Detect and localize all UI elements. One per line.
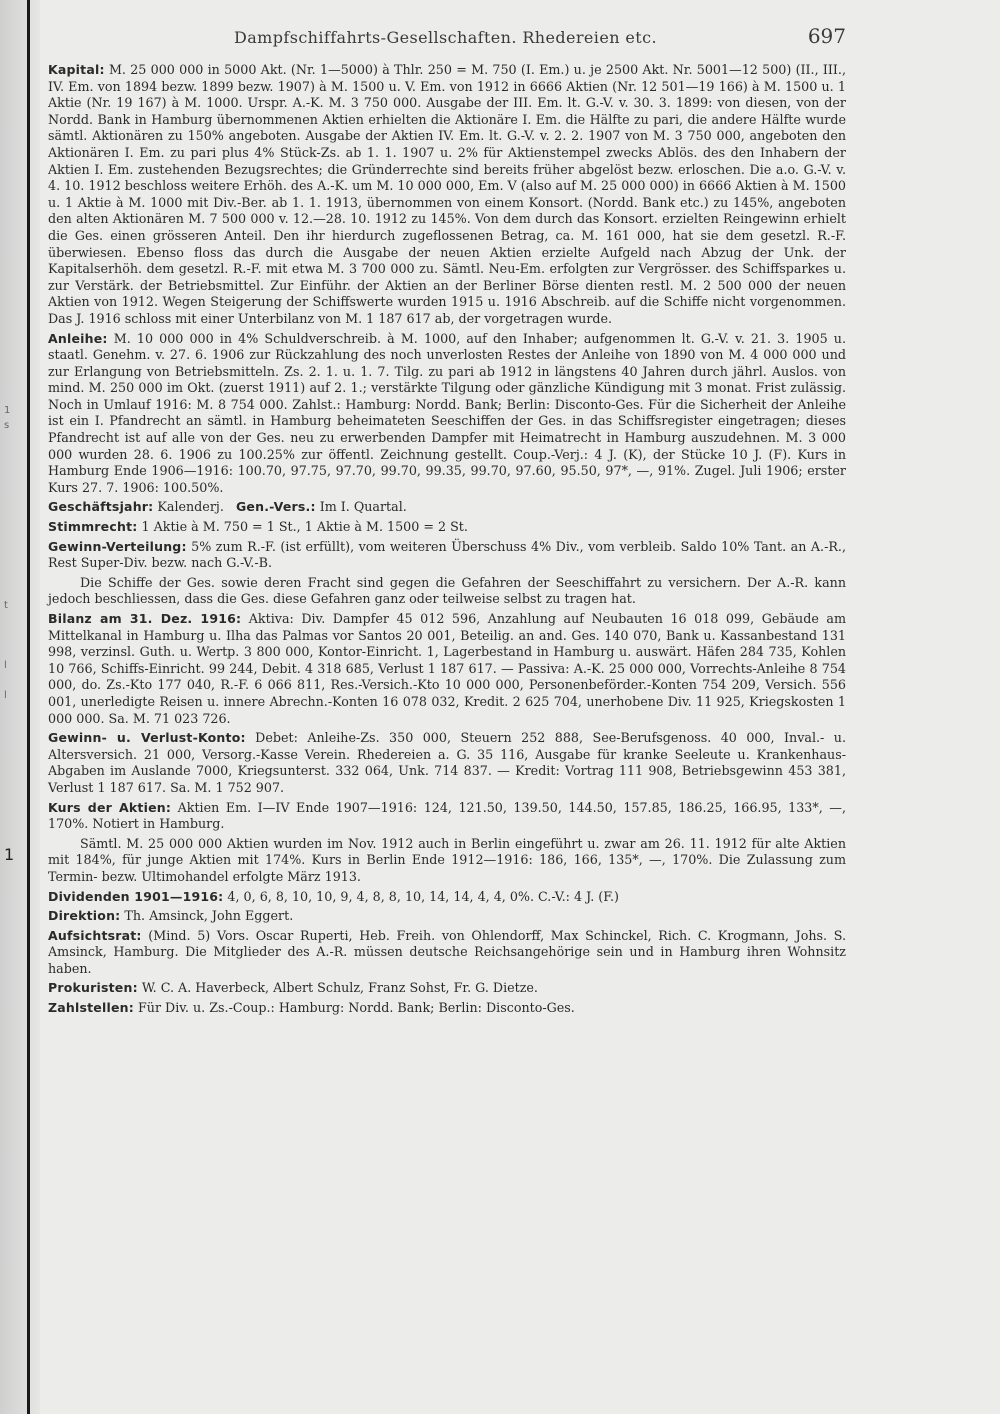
section-kurs-berlin <box>48 836 846 886</box>
section-text: M. 10 000 000 in 4% Schuldverschreib. à M. 1000, auf den Inhaber; aufgenommen lt. G.-V. v. 21. 3. 1905 u. staatl. Genehm. v. 27. 6. 1906 zur Rückzahlung des noch unverlosten Restes der Anleihe von 1890 von M. 4 000 000 und zur Erlangung von Betriebsmitteln. Zs. 2. 1. u. 1. 7. Tilg. zu pari ab 1912 in längstens 40 Jahren durch jährl. Auslos. von mind. M. 250 000 im Okt. (zuerst 1911) auf 2. 1.; verstärkte Tilgung oder gänzliche Kündigung mit 3 monat. Frist zulässig. Noch in Umlauf 1916: M. 8 754 000. Zahlst.: Hamburg: Nordd. Bank; Berlin: Disconto-Ges. Für die Sicherheit der Anleihe ist ein I. Pfandrecht an sämtl. in Hamburg beheimateten Seeschiffen der Ges. in das Schiffsregister eingetragen; dieses Pfandrecht ist auf alle von der Ges. neu zu erwerbenden Dampfer mit Heimatrecht in Hamburg auszudehnen. M. 3 000 000 wurden 28. 6. 1906 zu 100.25% zur öffentl. Zeichnung gestellt. Coup.-Verj.: 4 J. (K), der Stücke 10 J. (F). Kurs in Hamburg Ende 1906—1916: 100.70, 97.75, 97.70, 99.70, 99.35, 99.70, 97.60, 95.50, 97*, —, 91%. Zugel. Juli 1906; erster Kurs 27. 7. 1906: 100.50%. <box>48 330 846 495</box>
margin-mark: 1 <box>4 405 11 416</box>
section-text-gen-vers: Im I. Quartal. <box>319 499 407 515</box>
section-anleihe <box>48 331 846 497</box>
running-title: Dampfschiffahrts-Gesellschaften. Rhedereien etc. <box>234 28 657 47</box>
section-text: Die Schiffe der Ges. sowie deren Fracht sind gegen die Gefahren der Seeschiffahrt zu versichern. Der A.-R. kann jedoch beschliessen, dass die Ges. diese Gefahren ganz oder teilweise selbst zu tragen hat. <box>48 574 846 607</box>
section-text: Aktien Em. I—IV Ende 1907—1916: 124, 121.50, 139.50, 144.50, 157.85, 186.25, 166.95, 133*, —, 170%. Notiert in Hamburg. <box>48 799 846 832</box>
section-gewinn-verlust-konto <box>48 730 846 796</box>
section-bilanz <box>48 611 846 727</box>
section-text: Kalenderj. <box>157 499 224 515</box>
section-dividenden <box>48 889 846 906</box>
section-label: Geschäftsjahr: <box>48 499 154 515</box>
section-gewinn-verteilung <box>48 539 846 572</box>
margin-mark: t <box>4 600 8 611</box>
section-text: W. C. A. Haverbeck, Albert Schulz, Franz Sohst, Fr. G. Dietze. <box>141 980 538 996</box>
section-text: 1 Aktie à M. 750 = 1 St., 1 Aktie à M. 1500 = 2 St. <box>141 519 468 535</box>
section-text: 4, 0, 6, 8, 10, 10, 9, 4, 8, 8, 10, 14, 14, 4, 4, 0%. C.-V.: 4 J. (F.) <box>227 888 620 904</box>
section-label-gen-vers: Gen.-Vers.: <box>235 499 316 515</box>
scan-margin-rule <box>27 0 30 1414</box>
section-label: Anleihe: <box>48 330 108 346</box>
margin-mark: l <box>4 660 7 671</box>
page-header <box>48 22 846 62</box>
section-kapital <box>48 62 846 328</box>
section-text: Debet: Anleihe-Zs. 350 000, Steuern 252 888, See-Berufsgenoss. 40 000, Inval.- u. Altersversich. 21 000, Versorg.-Kasse Verein. Rhedereien a. G. 35 116, Ausgabe für kranke Seeleute u. Krankenhaus-Abgaben im Auslande 7000, Kriegsunterst. 332 064, Unk. 714 837. — Kredit: Vortrag 111 908, Betriebsgewinn 453 381, Verlust 1 187 617. Sa. M. 1 752 907. <box>48 730 846 795</box>
section-label: Zahlstellen: <box>48 1000 134 1016</box>
section-label: Bilanz am 31. Dez. 1916: <box>48 611 242 626</box>
section-text: Für Div. u. Zs.-Coup.: Hamburg: Nordd. Bank; Berlin: Disconto-Ges. <box>137 1000 575 1016</box>
section-label: Direktion: <box>48 908 121 924</box>
section-direktion <box>48 908 846 925</box>
margin-mark: 1 <box>4 845 15 864</box>
section-text: Th. Amsinck, John Eggert. <box>124 908 294 924</box>
section-label: Dividenden 1901—1916: <box>48 888 224 904</box>
page-number: 697 <box>807 24 846 48</box>
section-label: Aufsichtsrat: <box>48 927 142 943</box>
section-label: Kapital: <box>48 62 105 77</box>
scan-left-margin <box>0 0 40 1414</box>
section-label: Gewinn-Verteilung: <box>48 538 187 554</box>
section-label: Gewinn- u. Verlust-Konto: <box>48 730 246 746</box>
section-label: Stimmrecht: <box>48 519 138 535</box>
section-geschaeftsjahr <box>48 499 846 516</box>
section-kurs-der-aktien <box>48 800 846 833</box>
section-text: (Mind. 5) Vors. Oscar Ruperti, Heb. Freih. von Ohlendorff, Max Schinckel, Rich. C. Krogmann, Johs. S. Amsinck, Hamburg. Die Mitglieder des A.-R. müssen deutsche Reichsangehörige sein und in Hamburg ihren Wohnsitz haben. <box>48 927 846 976</box>
section-text: Aktiva: Div. Dampfer 45 012 596, Anzahlung auf Neubauten 16 018 099, Gebäude am Mittelkanal in Hamburg u. Ilha das Palmas vor Santos 20 001, Beteilig. an and. Ges. 140 070, Bank u. Kassanbestand 131 998, verzinsl. Guth. u. Wertp. 3 800 000, Kontor-Einricht. 1, Lagerbestand in Hamburg u. auswärt. Häfen 284 735, Kohlen 10 766, Schiffs-Einricht. 99 244, Debit. 4 318 685, Verlust 1 187 617. — Passiva: A.-K. 25 000 000, Vorrechts-Anleihe 8 754 000, do. Zs.-Kto 177 040, R.-F. 6 066 811, Res.-Versich.-Kto 10 000 000, Personenbeförder.-Konten 754 209, Versich. 556 001, unerledigte Reisen u. innere Abrechn.-Konten 16 078 032, Kredit. 2 625 704, unerhobene Div. 11 925, Kriegskosten 1 000 000. Sa. M. 71 023 726. <box>48 611 846 726</box>
section-text: 5% zum R.-F. (ist erfüllt), vom weiteren Überschuss 4% Div., vom verbleib. Saldo 10% Tant. an A.-R., Rest Super-Div. bezw. nach G.-V.-B. <box>48 538 846 571</box>
section-zahlstellen <box>48 1000 846 1017</box>
section-schiffe <box>48 575 846 608</box>
margin-mark: l <box>4 690 7 701</box>
section-label: Prokuristen: <box>48 980 138 996</box>
document-page <box>48 22 846 1020</box>
section-text: M. 25 000 000 in 5000 Akt. (Nr. 1—5000) à Thlr. 250 = M. 750 (I. Em.) u. je 2500 Akt. Nr. 5001—12 500) (II., III., IV. Em. von 1894 bezw. 1899 bezw. 1907) à M. 1500 u. V. Em. von 1912 in 6666 Aktien (Nr. 12 501—19 166) à M. 1500 u. 1 Aktie (Nr. 19 167) à M. 1000. Urspr. A.-K. M. 3 750 000. Ausgabe der III. Em. lt. G.-V. v. 30. 3. 1899: von diesen, von der Nordd. Bank in Hamburg übernommenen Aktien erhielten die Aktionäre I. Em. die Hälfte zu pari, die andere Hälfte wurde sämtl. Aktionären zu 150% angeboten. Ausgabe der Aktien IV. Em. lt. G.-V. v. 2. 2. 1907 von M. 3 750 000, angeboten den Aktionären I. Em. zu pari plus 4% Stück-Zs. ab 1. 1. 1907 u. 2% für Aktienstempel zwecks Ablös. des den Inhabern der Aktien I. Em. zustehenden Bezugsrechtes; die Gründerrechte sind bereits früher abgelöst bezw. erloschen. Die a.o. G.-V. v. 4. 10. 1912 beschloss weitere Erhöh. des A.-K. um M. 10 000 000, Em. V (also auf M. 25 000 000) in 6666 Aktien à M. 1500 u. 1 Aktie à M. 1000 mit Div.-Ber. ab 1. 1. 1913, übernommen von einem Konsort. (Nordd. Bank etc.) zu 145%, angeboten den alten Aktionären M. 7 500 000 v. 12.—28. 10. 1912 zu 145%. Von dem durch das Konsort. erzielten Reingewinn erhielt die Ges. einen grösseren Anteil. Den ihr hierdurch zugeflossenen Betrag, ca. M. 161 000, hat sie dem gesetzl. R.-F. überwiesen. Ebenso floss das durch die Ausgabe der neuen Aktien erzielte Aufgeld nach Abzug der Unk. der Kapitalserhöh. dem gesetzl. R.-F. mit etwa M. 3 700 000 zu. Sämtl. Neu-Em. erfolgten zur Vergrösser. des Schiffsparkes u. zur Verstärk. der Betriebsmittel. Zur Einführ. der Aktien an der Berliner Börse dienten restl. M. 2 500 000 der neuen Aktien von 1912. Wegen Steigerung der Schiffswerte wurden 1915 u. 1916 Abschreib. auf die Schiffe nicht vorgenommen. Das J. 1916 schloss mit einer Unterbilanz von M. 1 187 617 ab, der vorgetragen wurde. <box>48 62 846 326</box>
section-stimmrecht <box>48 519 846 536</box>
section-label: Kurs der Aktien: <box>48 799 172 815</box>
section-prokuristen <box>48 980 846 997</box>
section-aufsichtsrat <box>48 928 846 978</box>
section-text: Sämtl. M. 25 000 000 Aktien wurden im Nov. 1912 auch in Berlin eingeführt u. zwar am 26. 11. 1912 für alte Aktien mit 184%, für junge Aktien mit 174%. Kurs in Berlin Ende 1912—1916: 186, 166, 135*, —, 170%. Die Zulassung zum Termin- bezw. Ultimohandel erfolgte März 1913. <box>48 835 846 884</box>
margin-mark: s <box>4 420 10 431</box>
